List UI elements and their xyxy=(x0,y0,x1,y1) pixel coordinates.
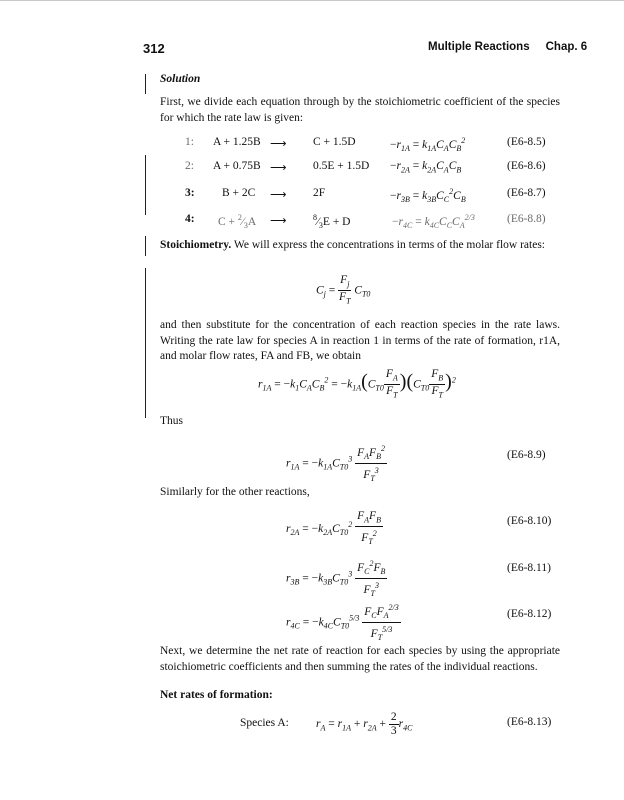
reaction-3-rate: $-r_{3B} = k_{3B}C_C^2C_B$ xyxy=(390,187,466,205)
reaction-1-label: 1: xyxy=(185,136,194,148)
margin-bar xyxy=(145,268,146,418)
rate-law-1A: $r_{1A} = -k_1C_AC_B^2 = -k_{1A}(C_{T0}$ $\frac{F_A}{F_T}$ )($C_{T0}$ $\frac{F_B}{F_T}$ )$^2$ xyxy=(258,368,456,400)
eq-number-E6-8-9: (E6-8.9) xyxy=(507,449,546,461)
reaction-4-label: 4: xyxy=(185,213,195,225)
margin-bar xyxy=(145,74,146,94)
reaction-2-eq-number: (E6-8.6) xyxy=(507,160,546,172)
equation-E6-8-11: $r_{3B} = -k_{3B}C_{T0}^3$ $\frac{F_C^2F_B}{F_T^3}$ xyxy=(286,559,386,599)
reaction-1-rate: $-r_{1A} = k_{1A}C_AC_B^2$ xyxy=(390,136,466,154)
thus-label: Thus xyxy=(160,415,183,427)
solution-heading: Solution xyxy=(160,73,201,85)
reaction-2-lhs: A + 0.75B xyxy=(213,160,261,172)
equation-E6-8-13: $r_A = r_{1A} + r_{2A}$ + $\frac{2}{3}$ $r_{4C}$ xyxy=(316,711,413,737)
reaction-3-lhs: B + 2C xyxy=(222,187,256,199)
stoichiometry-heading: Stoichiometry. xyxy=(160,239,232,251)
net-rate-paragraph: Next, we determine the net rate of reaction for each species by using the appropriate stoichiometric coefficients and then summing the rates of the individual reactions. xyxy=(160,645,560,673)
intro-paragraph: First, we divide each equation through by the stoichiometric coefficient of the species for which the rate law is given: xyxy=(160,96,560,124)
reaction-1-eq-number: (E6-8.5) xyxy=(507,136,546,148)
reaction-2-rhs: 0.5E + 1.5D xyxy=(313,160,370,172)
eq-number-E6-8-11: (E6-8.11) xyxy=(507,562,551,574)
reaction-1-rhs: C + 1.5D xyxy=(313,136,356,148)
running-header xyxy=(428,41,587,53)
concentration-equation: $C_j$ = $\frac{F_j}{F_T}$ $C_{T0}$ xyxy=(316,274,371,306)
eq-number-E6-8-10: (E6-8.10) xyxy=(507,515,552,527)
reaction-4-rhs: $^8⁄_3E + D$ xyxy=(313,213,351,231)
stoichiometry-text: We will express the concentrations in terms of the molar flow rates: xyxy=(233,239,545,251)
stoichiometry-paragraph xyxy=(160,238,560,254)
running-title: Multiple Reactions xyxy=(428,41,530,53)
reaction-arrow: ⟶ xyxy=(270,162,287,174)
reaction-arrow: ⟶ xyxy=(270,138,287,150)
reaction-3-label: 3: xyxy=(185,187,195,199)
equation-E6-8-10: $r_{2A} = -k_{2A}C_{T0}^2$ $\frac{F_AF_B}{F_T^2}$ xyxy=(286,510,381,547)
reaction-2-label: 2: xyxy=(185,160,194,172)
running-chapter: Chap. 6 xyxy=(545,41,588,53)
species-a-label: Species A: xyxy=(240,717,289,729)
reaction-4-lhs: $C + ^2⁄_3A$ xyxy=(218,213,257,231)
net-rates-heading: Net rates of formation: xyxy=(160,689,273,701)
equation-E6-8-9: $r_{1A} = -k_{1A}C_{T0}^3$ $\frac{F_AF_B^2}{F_T^3}$ xyxy=(286,444,385,484)
eq-number-E6-8-13: (E6-8.13) xyxy=(507,716,552,728)
reaction-arrow: ⟶ xyxy=(270,189,287,201)
top-rule xyxy=(0,0,624,1)
page-number: 312 xyxy=(143,41,165,56)
reaction-4-eq-number: (E6-8.8) xyxy=(507,213,546,225)
similarly-text: Similarly for the other reactions, xyxy=(160,486,310,498)
reaction-1-lhs: A + 1.25B xyxy=(213,136,261,148)
margin-bar xyxy=(145,155,146,215)
reaction-3-eq-number: (E6-8.7) xyxy=(507,187,546,199)
substitution-paragraph: and then substitute for the concentration of each reaction species in the rate laws. Writing the rate law for species A in reaction 1 in terms of the rate of formation, r1A, and molar flow rates, FA and FB, we obtain xyxy=(160,319,560,362)
equation-E6-8-12: $r_{4C} = -k_{4C}C_{T0}^{5/3}$ $\frac{F_CF_A^{2/3}}{F_T^{5/3}}$ xyxy=(286,603,399,643)
reaction-arrow: ⟶ xyxy=(270,215,287,227)
reaction-4-rate: $-r_{4C} = k_{4C}C_CC_A^{2/3}$ xyxy=(392,213,475,231)
margin-bar xyxy=(145,236,146,256)
reaction-2-rate: $-r_{2A} = k_{2A}C_AC_B$ xyxy=(390,160,462,175)
reaction-3-rhs: 2F xyxy=(313,187,326,199)
eq-number-E6-8-12: (E6-8.12) xyxy=(507,608,552,620)
